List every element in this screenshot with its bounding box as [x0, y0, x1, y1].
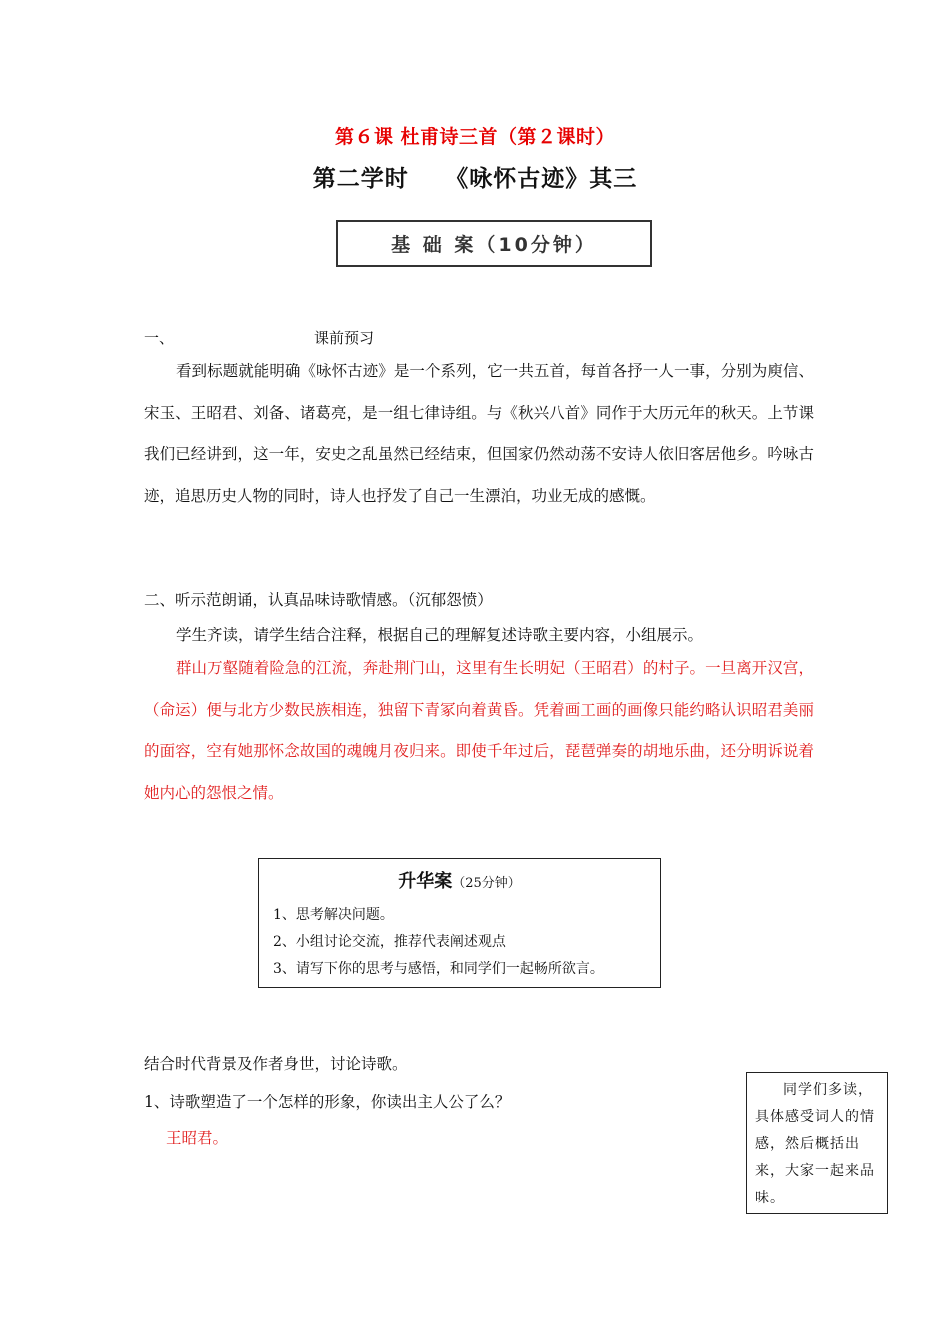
upgrade-item: 1、思考解决问题。 — [273, 907, 394, 923]
upgrade-box — [258, 858, 661, 988]
discussion-intro: 结合时代背景及作者身世，讨论诗歌。 — [144, 1055, 408, 1073]
lesson-title: 第６课 杜甫诗三首（第２课时） — [334, 126, 616, 148]
page-subtitle: 第二学时 《咏怀古迹》其三 — [312, 166, 638, 192]
side-note-box — [746, 1072, 888, 1214]
upgrade-box-title — [259, 867, 660, 893]
section2-answer: 群山万壑随着险急的江流，奔赴荆门山，这里有生长明妃（王昭君）的村子。一旦离开汉宫，（命运）便与北方少数民族相连，独留下青冢向着黄昏。凭着画工画的画像只能约略认识昭君美丽的面容，空有她那怀念故国的魂魄月夜归来。即使千年过后，琵琶弹奏的胡地乐曲，还分明诉说着她内心的怨恨之情。 — [144, 659, 814, 802]
section2-instruction: 学生齐读，请学生结合注释，根据自己的理解复述诗歌主要内容，小组展示。 — [176, 626, 704, 644]
upgrade-time: （25分钟） — [452, 876, 521, 891]
discussion-question: 1、诗歌塑造了一个怎样的形象，你读出主人公了么？ — [144, 1093, 511, 1111]
upgrade-item: 2、小组讨论交流，推荐代表阐述观点 — [273, 934, 506, 950]
upgrade-title: 升华案 — [398, 871, 453, 892]
section1-paragraph: 看到标题就能明确《咏怀古迹》是一个系列，它一共五首，每首各抒一人一事，分别为庾信、宋玉、王昭君、刘备、诸葛亮，是一组七律诗组。与《秋兴八首》同作于大历元年的秋天。上节课我们已经讲到，这一年，安史之乱虽然已经结束，但国家仍然动荡不安诗人依旧客居他乡。吟咏古迹，追思历史人物的同时，诗人也抒发了自己一生漂泊，功业无成的感慨。 — [144, 362, 814, 505]
section1-number: 一、 — [144, 329, 175, 347]
discussion-answer: 王昭君。 — [166, 1129, 229, 1147]
upgrade-item: 3、请写下你的思考与感悟，和同学们一起畅所欲言。 — [273, 961, 604, 977]
side-note-text: 同学们多读，具体感受词人的情感，然后概括出来，大家一起来品味。 — [755, 1082, 875, 1206]
basic-section-box — [336, 220, 652, 267]
basic-section-label: 基 础 案（10分钟） — [391, 234, 597, 256]
section2-heading: 二、听示范朗诵，认真品味诗歌情感。（沉郁怨愤） — [144, 591, 493, 609]
section1-heading: 课前预习 — [314, 329, 375, 347]
